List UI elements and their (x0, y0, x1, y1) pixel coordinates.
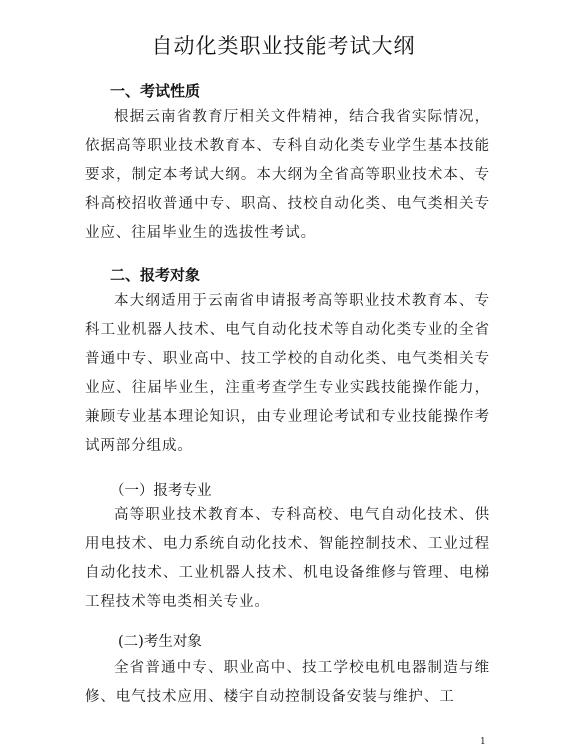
section-paragraph-nature: 根据云南省教育厅相关文件精神，结合我省实际情况，依据高等职业技术教育本、专科自动化类专业学生基本技能要求，制定本考试大纲。本大纲为全省高等职业技术本、专科高校招收普通中专、职高、技校自动化类、电气类相关专业应、往届毕业生的选拔性考试。 (85, 109, 490, 241)
subsection-paragraph-majors: 高等职业技术教育本、专科高校、电气自动化技术、供用电技术、电力系统自动化技术、智能控制技术、工业过程自动化技术、工业机器人技术、机电设备维修与管理、电梯工程技术等电类相关专业。 (85, 507, 490, 610)
section-heading-applicants: 二、报考对象 (110, 266, 201, 284)
document-title: 自动化类职业技能考试大纲 (151, 34, 416, 58)
section-heading-nature: 一、考试性质 (110, 82, 201, 100)
page-number: 1 (480, 737, 486, 747)
subsection-heading-majors: （一）报考专业 (110, 483, 212, 499)
subsection-paragraph-candidates: 全省普通中专、职业高中、技工学校电机电器制造与维修、电气技术应用、楼宇自动控制设备安装与维护、工 (85, 660, 490, 705)
subsection-heading-candidates: (二)考生对象 (118, 634, 202, 650)
section-paragraph-applicants: 本大纲适用于云南省申请报考高等职业技术教育本、专科工业机器人技术、电气自动化技术等自动化类专业的全省普通中专、职业高中、技工学校的自动化类、电气类相关专业应、往届毕业生，注重考查学生专业实践技能操作能力，兼顾专业基本理论知识，由专业理论考试和专业技能操作考试两部分组成。 (85, 293, 490, 454)
